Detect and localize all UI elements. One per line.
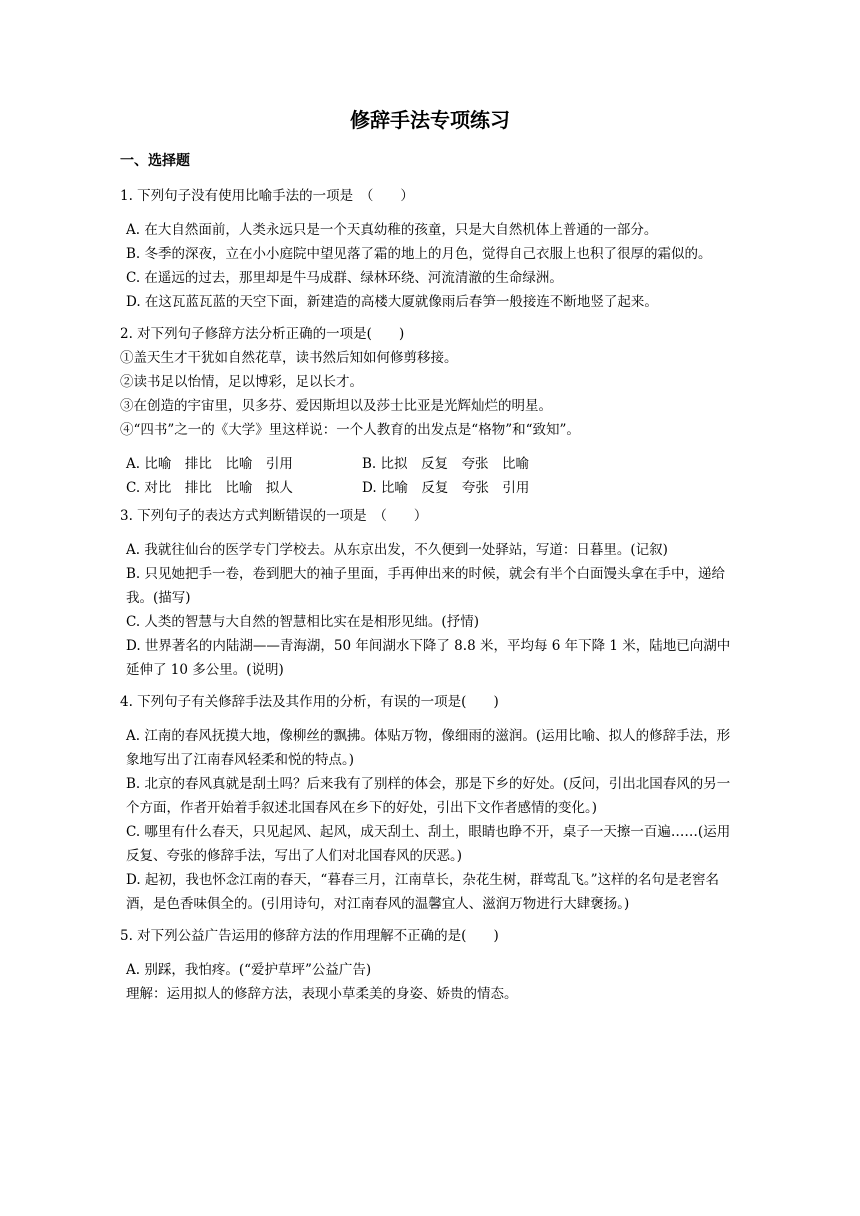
option-c: C. 在遥远的过去，那里却是牛马成群、绿林环绕、河流清澈的生命绿洲。 <box>126 270 563 286</box>
question-5 <box>120 924 742 1006</box>
option-a: A. 比喻 排比 比喻 引用 <box>126 456 293 472</box>
option-explanation: 理解：运用拟人的修辞方法，表现小草柔美的身姿、娇贵的情态。 <box>126 986 518 1002</box>
sentence-item: ③在创造的宇宙里，贝多芬、爱因斯坦以及莎士比亚是光辉灿烂的明星。 <box>120 398 552 414</box>
option-c: C. 对比 排比 比喻 拟人 <box>126 480 293 496</box>
option-b: B. 只见她把手一卷，卷到肥大的袖子里面，手再伸出来的时候，就会有半个白面馒头拿在手中，递给我。(描写) <box>126 566 726 606</box>
option-c: C. 人类的智慧与大自然的智慧相比实在是相形见绌。(抒情) <box>126 614 479 630</box>
option-d: D. 世界著名的内陆湖——青海湖，50 年间湖水下降了 8.8 米，平均每 6 年下降 1 米，陆地已向湖中延伸了 10 多公里。(说明) <box>126 638 731 678</box>
option-a: A. 江南的春风抚摸大地，像柳丝的飘拂。体贴万物，像细雨的滋润。(运用比喻、拟人的修辞手法，形象地写出了江南春风轻柔和悦的特点。) <box>126 728 731 768</box>
question-stem: 2. 对下列句子修辞方法分析正确的一项是( ) <box>120 326 405 342</box>
option-d: D. 比喻 反复 夸张 引用 <box>362 480 530 496</box>
page-title: 修辞手法专项练习 <box>350 108 510 132</box>
section-heading: 一、选择题 <box>120 153 190 169</box>
option-c: C. 哪里有什么春天，只见起风、起风，成天刮土、刮土，眼睛也睁不开，桌子一天擦一百遍……(运用反复、夸张的修辞手法，写出了人们对北国春风的厌恶。) <box>126 824 731 864</box>
option-a: A. 别踩，我怕疼。(“爱护草坪”公益广告) <box>126 962 372 978</box>
question-stem: 1. 下列句子没有使用比喻手法的一项是 （ ） <box>120 188 414 204</box>
option-a: A. 我就往仙台的医学专门学校去。从东京出发，不久便到一处驿站，写道：日暮里。(记叙) <box>126 542 668 558</box>
option-b: B. 比拟 反复 夸张 比喻 <box>362 456 530 472</box>
option-d: D. 在这瓦蓝瓦蓝的天空下面，新建造的高楼大厦就像雨后春笋一般接连不断地竖了起来。 <box>126 294 658 310</box>
question-stem: 4. 下列句子有关修辞手法及其作用的分析，有误的一项是( ) <box>120 694 499 710</box>
sentence-item: ①盖天生才干犹如自然花草，读书然后知如何修剪移接。 <box>120 350 458 366</box>
option-a: A. 在大自然面前，人类永远只是一个天真幼稚的孩童，只是大自然机体上普通的一部分。 <box>126 222 658 238</box>
sentence-item: ②读书足以怡情，足以博彩，足以长才。 <box>120 374 363 390</box>
option-b: B. 北京的春风真就是刮土吗？后来我有了别样的体会，那是下乡的好处。(反问，引出北国春风的另一个方面，作者开始着手叙述北国春风在乡下的好处，引出下文作者感情的变化。) <box>126 776 731 816</box>
sentence-item: ④“四书”之一的《大学》里这样说：一个人教育的出发点是“格物”和“致知”。 <box>120 422 580 438</box>
question-4 <box>120 690 742 916</box>
option-row <box>120 476 742 500</box>
option-b: B. 冬季的深夜，立在小小庭院中望见落了霜的地上的月色，觉得自己衣服上也积了很厚的霜似的。 <box>126 246 712 262</box>
option-d: D. 起初，我也怀念江南的春天，“暮春三月，江南草长，杂花生树，群莺乱飞。”这样的名句是老窖名酒，是色香味俱全的。(引用诗句，对江南春风的温馨宜人、滋润万物进行大肆褒扬。) <box>126 872 719 912</box>
option-row <box>120 452 742 476</box>
question-list <box>120 184 742 1014</box>
question-1 <box>120 184 742 314</box>
question-2 <box>120 322 742 500</box>
question-3 <box>120 504 742 682</box>
question-stem: 5. 对下列公益广告运用的修辞方法的作用理解不正确的是( ) <box>120 928 499 944</box>
question-stem: 3. 下列句子的表达方式判断错误的一项是 （ ） <box>120 508 428 524</box>
